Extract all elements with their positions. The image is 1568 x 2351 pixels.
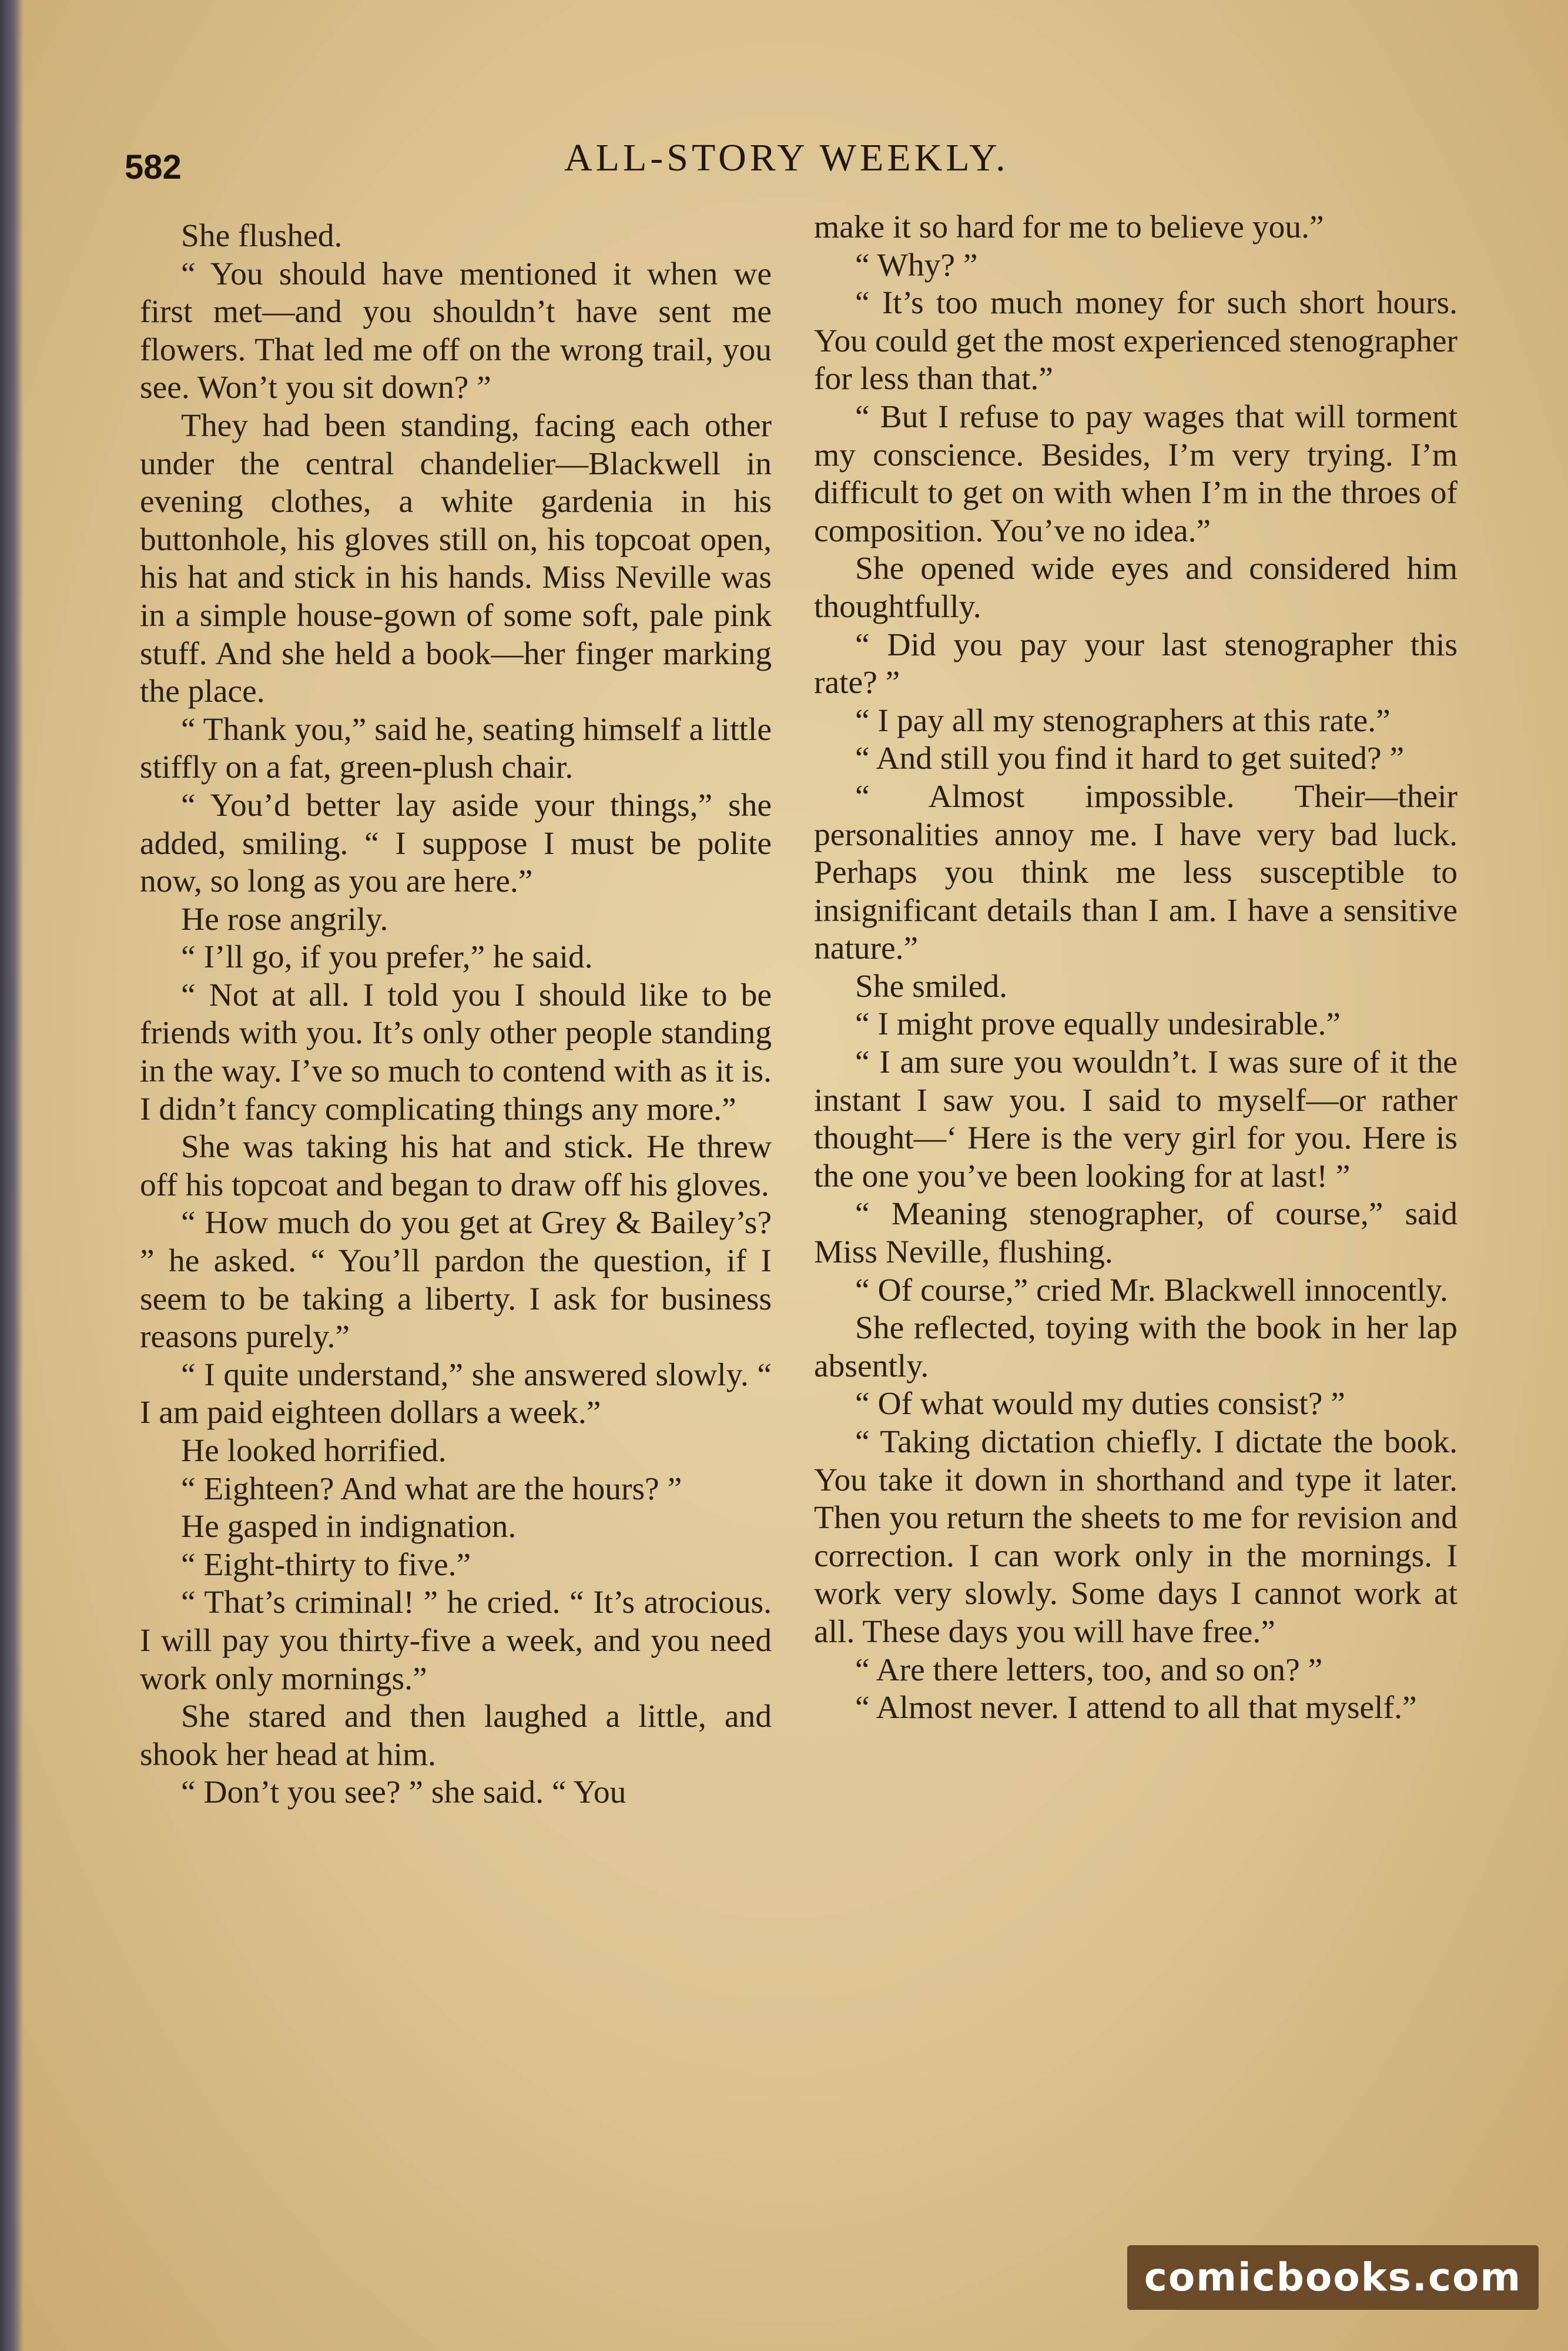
paragraph: “ Eight-thirty to five.” xyxy=(181,1546,471,1583)
paragraph: He gasped in indignation. xyxy=(181,1509,517,1545)
paragraph: “ I pay all my stenographers at this rate.” xyxy=(855,702,1391,739)
paragraph: “ Almost never. I attend to all that myself.” xyxy=(855,1690,1417,1726)
paragraph: “ Meaning stenographer, of course,” said Miss Neville, flushing. xyxy=(814,1196,1458,1271)
paragraph: “ I am sure you wouldn’t. I was sure of it the instant I saw you. I said to myself—or rather thought—‘ Here is the very girl for you. Here is the one you’ve been looking for at last! ” xyxy=(814,1044,1458,1194)
paragraph: She was taking his hat and stick. He threw off his topcoat and began to draw off his gloves. xyxy=(140,1129,772,1203)
paragraph: She opened wide eyes and considered him thoughtfully. xyxy=(814,551,1458,625)
paragraph: “ Thank you,” said he, seating himself a little stiffly on a fat, green-plush chair. xyxy=(140,711,772,786)
paragraph: “ Of what would my duties consist? ” xyxy=(855,1386,1345,1422)
paragraph: “ Of course,” cried Mr. Blackwell innocently. xyxy=(855,1272,1448,1308)
paragraph: “ But I refuse to pay wages that will torment my conscience. Besides, I’m very trying. I’m difficult to get on with when I’m in the throes of composition. You’ve no idea.” xyxy=(814,398,1458,549)
right-column xyxy=(814,209,1458,1727)
paragraph: He looked horrified. xyxy=(181,1433,447,1469)
paragraph: She stared and then laughed a little, and shook her head at him. xyxy=(140,1699,772,1773)
paragraph: “ Why? ” xyxy=(855,247,978,283)
paragraph: “ And still you find it hard to get suited? ” xyxy=(855,741,1405,777)
watermark-text: comicbooks.com xyxy=(1144,2255,1522,2300)
paragraph-continued: make it so hard for me to believe you.” xyxy=(814,209,1324,245)
paragraph: “ Are there letters, too, and so on? ” xyxy=(855,1652,1323,1688)
running-title: ALL-STORY WEEKLY. xyxy=(564,136,1009,179)
page-header xyxy=(118,132,1469,197)
watermark-badge xyxy=(1127,2245,1539,2310)
paragraph: “ You’d better lay aside your things,” she added, smiling. “ I suppose I must be polite now, so long as you are here.” xyxy=(140,787,772,900)
paragraph: “ It’s too much money for such short hours. You could get the most experienced stenographer for less than that.” xyxy=(814,285,1458,397)
paragraph: “ Almost impossible. Their—their personalities annoy me. I have very bad luck. Perhaps you think me less susceptible to insignificant details than I am. I have a sensitive nature.” xyxy=(814,778,1458,967)
paragraph: “ Not at all. I told you I should like to be friends with you. It’s only other people standing in the way. I’ve so much to contend with as it is. I didn’t fancy complicating things any more.” xyxy=(140,977,772,1127)
paragraph: They had been standing, facing each other under the central chandelier—Blackwell in evening clothes, a white gardenia in his buttonhole, his gloves still on, his topcoat open, his hat and stick in his hands. Miss Neville was in a simple house-gown of some soft, pale pink stuff. And she held a book—her finger marking the place. xyxy=(140,407,772,710)
paragraph: She reflected, toying with the book in her lap absently. xyxy=(814,1310,1458,1384)
paragraph: “ I might prove equally undesirable.” xyxy=(855,1006,1341,1043)
paragraph: “ Taking dictation chiefly. I dictate the book. You take it down in shorthand and type it later. Then you return the sheets to me for revision and correction. I can work only in the mornings. I work very slowly. Some days I cannot work at all. These days you will have free.” xyxy=(814,1424,1458,1650)
paragraph: She flushed. xyxy=(181,218,343,254)
paragraph: “ How much do you get at Grey & Bailey’s? ” he asked. “ You’ll pardon the question, if I seem to be taking a liberty. I ask for business reasons purely.” xyxy=(140,1205,772,1355)
book-spine-edge xyxy=(0,0,24,2351)
paragraph: “ I quite understand,” she answered slowly. “ I am paid eighteen dollars a week.” xyxy=(140,1357,772,1431)
paragraph: “ That’s criminal! ” he cried. “ It’s atrocious. I will pay you thirty-five a week, and you need work only mornings.” xyxy=(140,1585,772,1697)
page-number: 582 xyxy=(125,148,182,186)
paragraph: “ Don’t you see? ” she said. “ You xyxy=(181,1774,626,1811)
paragraph: She smiled. xyxy=(855,968,1007,1004)
left-column xyxy=(140,217,772,1812)
paragraph: He rose angrily. xyxy=(181,901,388,937)
paragraph: “ I’ll go, if you prefer,” he said. xyxy=(181,939,593,976)
paragraph: “ You should have mentioned it when we first met—and you shouldn’t have sent me flowers. That led me off on the wrong trail, you see. Won’t you sit down? ” xyxy=(140,256,772,406)
paragraph: “ Eighteen? And what are the hours? ” xyxy=(181,1471,682,1507)
paragraph: “ Did you pay your last stenographer this rate? ” xyxy=(814,627,1458,701)
